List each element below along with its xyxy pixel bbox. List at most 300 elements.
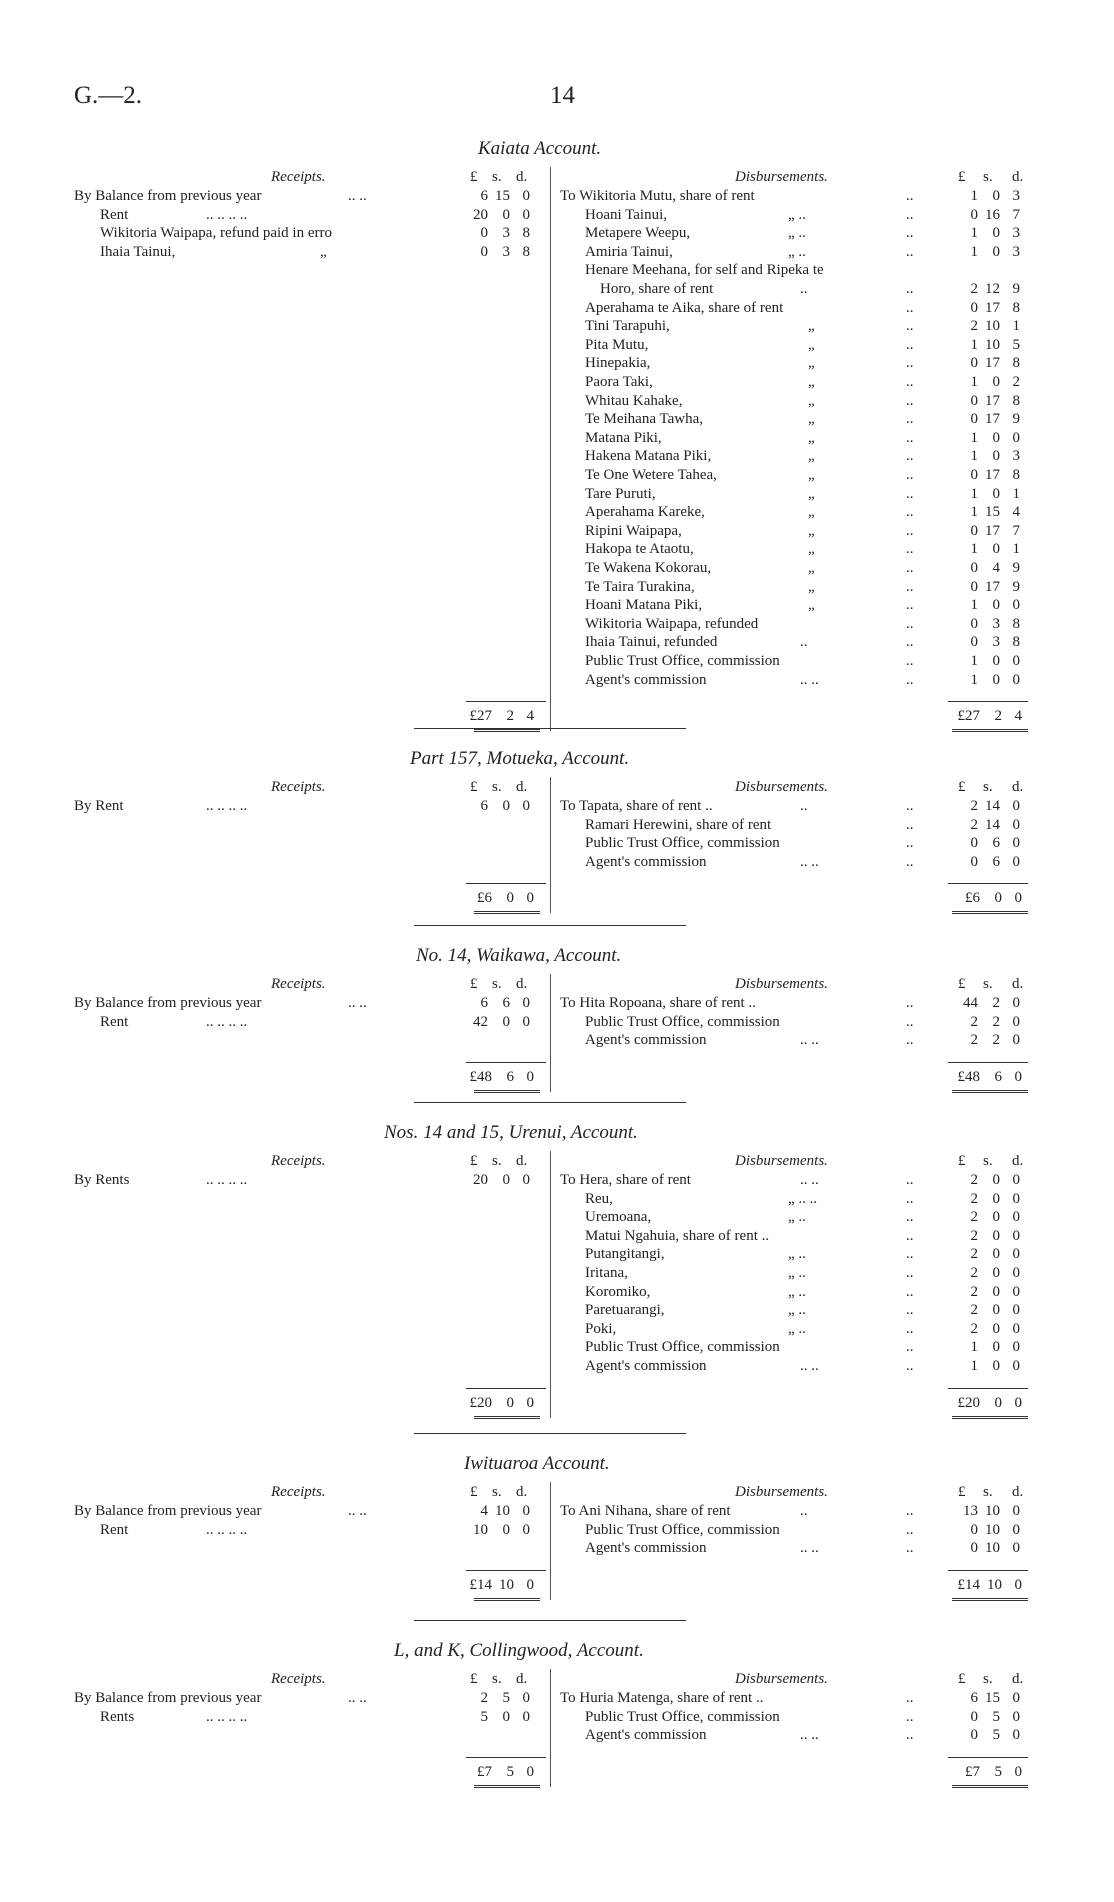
disbursement-amount-pounds: 2 — [970, 1013, 978, 1030]
disbursement-amount — [954, 1283, 1020, 1301]
ditto-mark: .. — [800, 798, 808, 814]
receipt-amount-shillings: 3 — [502, 225, 510, 242]
total-rule — [948, 701, 1028, 702]
disbursement-amount-shillings: 10 — [985, 1521, 1000, 1538]
disbursement-amount-shillings: 0 — [992, 1190, 1000, 1207]
leader-dots: .. — [906, 1358, 914, 1374]
disbursement-amount-shillings: 0 — [992, 1265, 1000, 1281]
disbursement-amount-shillings: 2 — [992, 995, 1000, 1011]
currency-heading-right: s. — [983, 779, 993, 795]
column-divider — [550, 1482, 551, 1600]
leader-dots: .. — [906, 392, 914, 409]
disbursement-amount-pounds: 2 — [970, 1190, 978, 1207]
currency-heading-left: £ — [470, 976, 478, 992]
ditto-mark: .. .. — [800, 1540, 819, 1557]
total-rule — [466, 883, 546, 884]
receipt-label: By Rents — [74, 1172, 130, 1188]
ditto-mark: „ — [808, 541, 815, 558]
disbursement-amount — [954, 1320, 1020, 1338]
disbursement-amount-pounds: 0 — [970, 1727, 978, 1744]
receipts-total-part: 4 — [526, 708, 534, 725]
receipt-amount-pence: 0 — [522, 995, 530, 1011]
receipt-amount-pounds: 42 — [473, 1013, 488, 1030]
disbursement-amount-shillings: 17 — [985, 467, 1000, 483]
receipt-amount-pence: 0 — [522, 798, 530, 814]
disbursement-amount-pounds: 0 — [970, 206, 978, 223]
disbursement-amount — [954, 797, 1020, 815]
disbursement-amount-pence: 7 — [1012, 206, 1020, 223]
receipt-label: Wikitoria Waipapa, refund paid in erro — [100, 225, 332, 242]
disbursement-amount-pounds: 1 — [970, 597, 978, 614]
disbursement-amount-shillings: 6 — [992, 835, 1000, 852]
leader-dots: .. .. .. .. — [206, 1172, 248, 1188]
receipts-total-part: £48 — [469, 1068, 492, 1085]
receipts-heading: Receipts. — [271, 1484, 326, 1500]
disbursement-amount-pence: 8 — [1012, 299, 1020, 316]
disbursement-amount-pence: 8 — [1012, 355, 1020, 372]
disbursement-label: Te One Wetere Tahea, — [585, 467, 717, 483]
ditto-mark: „ — [808, 355, 815, 372]
disbursement-amount-shillings: 14 — [985, 798, 1000, 814]
disbursement-label: Public Trust Office, commission — [585, 1339, 780, 1356]
disbursements-total-part: 2 — [994, 708, 1002, 725]
disbursement-amount-pounds: 44 — [963, 995, 978, 1011]
disbursement-amount-pounds: 1 — [970, 1339, 978, 1356]
receipt-amount-shillings: 0 — [502, 798, 510, 814]
ditto-mark: .. .. — [800, 853, 819, 870]
disbursement-amount — [954, 652, 1020, 670]
receipt-amount-pence: 0 — [522, 206, 530, 223]
disbursement-label: Hakena Matana Piki, — [585, 448, 712, 465]
disbursement-amount-shillings: 0 — [992, 188, 1000, 204]
disbursement-amount-pence: 3 — [1012, 243, 1020, 260]
disbursement-amount-pounds: 0 — [970, 615, 978, 632]
receipts-total-part: 5 — [506, 1763, 514, 1780]
disbursement-amount-shillings: 10 — [985, 318, 1000, 335]
currency-heading-left: £ — [470, 1671, 478, 1687]
leader-dots: .. — [906, 1690, 914, 1706]
receipt-label: By Balance from previous year — [74, 1503, 262, 1519]
disbursement-amount-pence: 0 — [1012, 1013, 1020, 1030]
receipt-amount-pence: 8 — [522, 225, 530, 242]
disbursement-amount-pounds: 2 — [970, 1302, 978, 1319]
receipts-total-part: 10 — [499, 1576, 514, 1593]
disbursement-amount-pounds: 2 — [970, 318, 978, 335]
currency-heading-left: d. — [516, 1153, 528, 1169]
disbursement-label: Uremoana, — [585, 1209, 652, 1226]
disbursement-amount — [954, 1227, 1020, 1245]
disbursement-amount — [954, 392, 1020, 410]
disbursement-amount-pence: 0 — [1012, 835, 1020, 852]
disbursement-amount-shillings: 0 — [992, 597, 1000, 614]
receipts-total — [460, 889, 534, 907]
disbursements-total — [946, 889, 1022, 907]
disbursement-amount-shillings: 0 — [992, 1227, 1000, 1244]
receipts-total-part: 0 — [526, 1394, 534, 1411]
disbursement-amount — [954, 1521, 1020, 1539]
currency-heading-left: s. — [492, 169, 502, 185]
receipt-amount-pounds: 10 — [473, 1521, 488, 1538]
disbursement-amount-shillings: 0 — [992, 1283, 1000, 1300]
ditto-mark: .. — [800, 634, 808, 651]
disbursement-label: Wikitoria Waipapa, refunded — [585, 615, 759, 632]
receipt-amount-pounds: 20 — [473, 206, 488, 223]
ditto-mark: „ — [808, 597, 815, 614]
leader-dots: .. — [906, 1013, 914, 1030]
disbursement-amount-shillings: 0 — [992, 1358, 1000, 1374]
disbursement-label: Public Trust Office, commission — [585, 1708, 780, 1725]
receipt-label: By Rent — [74, 798, 124, 814]
disbursement-amount-shillings: 17 — [985, 392, 1000, 409]
disbursement-label: Matana Piki, — [585, 429, 662, 446]
leader-dots: .. — [906, 816, 914, 833]
account-title: Iwituaroa Account. — [464, 1453, 610, 1474]
disbursement-label: Agent's commission — [585, 671, 707, 688]
leader-dots: .. — [906, 1209, 914, 1226]
disbursement-label: Putangitangi, — [585, 1246, 665, 1263]
disbursement-amount-pounds: 13 — [963, 1503, 978, 1519]
disbursement-label: Public Trust Office, commission — [585, 835, 780, 852]
column-divider — [550, 974, 551, 1092]
disbursement-amount-pence: 0 — [1012, 1172, 1020, 1188]
disbursement-label: Hoani Tainui, — [585, 206, 667, 223]
currency-heading-left: £ — [470, 1484, 478, 1500]
disbursements-total — [946, 1068, 1022, 1086]
receipts-total — [460, 1763, 534, 1781]
disbursement-label: Te Wakena Kokorau, — [585, 560, 712, 576]
account-title: Nos. 14 and 15, Urenui, Account. — [384, 1122, 638, 1143]
leader-dots: .. — [906, 798, 914, 814]
disbursement-amount-pounds: 2 — [970, 1032, 978, 1049]
currency-heading-right: £ — [958, 1484, 966, 1500]
currency-heading-left: £ — [470, 1153, 478, 1169]
disbursement-amount-pence: 9 — [1012, 411, 1020, 428]
disbursement-amount-pounds: 0 — [970, 634, 978, 651]
page-code: G.—2. — [74, 82, 143, 109]
disbursement-label: To Wikitoria Mutu, share of rent — [560, 188, 755, 204]
leader-dots: .. — [906, 448, 914, 465]
leader-dots: .. — [906, 615, 914, 632]
currency-heading-right: d. — [1012, 976, 1024, 992]
leader-dots: .. — [906, 225, 914, 242]
page-number: 14 — [550, 82, 575, 109]
receipt-amount-pounds: 6 — [480, 188, 488, 204]
disbursement-amount-pence: 0 — [1012, 1246, 1020, 1263]
disbursement-amount-shillings: 0 — [992, 448, 1000, 465]
disbursement-label: Koromiko, — [585, 1283, 651, 1300]
receipts-heading: Receipts. — [271, 976, 326, 992]
disbursement-label: To Hita Ropoana, share of rent .. — [560, 995, 756, 1011]
receipts-total-part: 0 — [526, 1068, 534, 1085]
disbursements-total-part: 0 — [1014, 1394, 1022, 1411]
disbursement-amount-pence: 8 — [1012, 467, 1020, 483]
disbursement-amount-shillings: 0 — [992, 671, 1000, 688]
disbursements-heading: Disbursements. — [735, 1484, 828, 1500]
leader-dots: „ — [320, 243, 327, 260]
disbursement-amount-pence: 0 — [1012, 1283, 1020, 1300]
total-double-rule — [474, 729, 540, 732]
currency-heading-right: d. — [1012, 1671, 1024, 1687]
total-double-rule — [474, 1598, 540, 1601]
disbursements-heading: Disbursements. — [735, 779, 828, 795]
ditto-mark: „ — [808, 522, 815, 539]
disbursement-label: Hoani Matana Piki, — [585, 597, 703, 614]
leader-dots: .. — [906, 853, 914, 870]
leader-dots: .. — [906, 1320, 914, 1337]
receipt-amount-pence: 0 — [522, 1013, 530, 1030]
disbursements-total-part: £7 — [965, 1763, 980, 1780]
leader-dots: .. — [906, 1727, 914, 1744]
section-separator — [414, 728, 686, 729]
disbursement-amount — [954, 187, 1020, 205]
disbursement-amount-pence: 0 — [1012, 1503, 1020, 1519]
disbursement-amount-shillings: 0 — [992, 485, 1000, 502]
currency-heading-right: £ — [958, 1153, 966, 1169]
disbursements-total-part: 0 — [994, 890, 1002, 907]
disbursement-amount-shillings: 0 — [992, 1209, 1000, 1226]
leader-dots: .. — [906, 411, 914, 428]
disbursements-heading: Disbursements. — [735, 1671, 828, 1687]
disbursement-amount-pounds: 0 — [970, 835, 978, 852]
receipt-amount — [464, 1502, 530, 1520]
receipt-amount-shillings: 0 — [502, 1172, 510, 1188]
receipts-total-part: 6 — [506, 1068, 514, 1085]
disbursement-amount-pence: 0 — [1012, 995, 1020, 1011]
disbursement-amount — [954, 336, 1020, 354]
currency-heading-right: £ — [958, 169, 966, 185]
disbursement-amount-pence: 0 — [1012, 853, 1020, 870]
leader-dots: .. .. — [348, 995, 367, 1011]
disbursement-amount — [954, 429, 1020, 447]
receipt-amount-pence: 8 — [522, 243, 530, 260]
account-title: Part 157, Motueka, Account. — [410, 748, 630, 769]
receipt-amount-pounds: 0 — [480, 243, 488, 260]
disbursement-amount-shillings: 17 — [985, 299, 1000, 316]
disbursements-total-part: 4 — [1014, 708, 1022, 725]
receipt-amount-pounds: 4 — [480, 1503, 488, 1519]
disbursement-amount — [954, 1689, 1020, 1707]
leader-dots: .. — [906, 995, 914, 1011]
receipt-amount-pounds: 0 — [480, 225, 488, 242]
disbursement-amount-shillings: 0 — [992, 243, 1000, 260]
ditto-mark: „ — [808, 336, 815, 353]
disbursement-amount — [954, 1338, 1020, 1356]
currency-heading-left: s. — [492, 1671, 502, 1687]
total-rule — [948, 1062, 1028, 1063]
disbursement-amount — [954, 578, 1020, 596]
currency-heading-left: s. — [492, 976, 502, 992]
leader-dots: .. — [906, 336, 914, 353]
disbursement-amount-shillings: 6 — [992, 853, 1000, 870]
disbursement-amount-pence: 0 — [1012, 1708, 1020, 1725]
ditto-mark: „ — [808, 485, 815, 502]
disbursement-amount-pence: 4 — [1012, 504, 1020, 521]
disbursement-amount-pounds: 1 — [970, 188, 978, 204]
disbursements-heading: Disbursements. — [735, 1153, 828, 1169]
receipt-amount-pence: 0 — [522, 1521, 530, 1538]
disbursement-amount-pounds: 0 — [970, 355, 978, 372]
receipts-total-part: 0 — [526, 1763, 534, 1780]
leader-dots: .. .. .. .. — [206, 206, 248, 223]
leader-dots: .. — [906, 653, 914, 669]
ditto-mark: „ — [808, 578, 815, 595]
disbursement-amount-shillings: 5 — [992, 1708, 1000, 1725]
disbursement-amount-pounds: 1 — [970, 225, 978, 242]
currency-heading-left: d. — [516, 169, 528, 185]
leader-dots: .. — [906, 1521, 914, 1538]
ditto-mark: „ .. .. — [788, 1190, 818, 1207]
disbursement-amount-pence: 0 — [1012, 1727, 1020, 1744]
disbursement-amount-pence: 0 — [1012, 1209, 1020, 1226]
total-double-rule — [952, 1090, 1028, 1093]
receipts-total-part: £6 — [477, 890, 492, 907]
disbursement-label: Henare Meehana, for self and Ripeka te — [585, 262, 824, 279]
disbursement-label: Iritana, — [585, 1265, 628, 1281]
disbursement-amount-shillings: 2 — [992, 1032, 1000, 1049]
disbursement-amount-pounds: 1 — [970, 374, 978, 390]
receipt-amount — [464, 206, 530, 224]
leader-dots: .. .. — [348, 1690, 367, 1706]
receipt-amount-shillings: 15 — [495, 188, 510, 204]
disbursement-amount — [954, 466, 1020, 484]
disbursement-label: Agent's commission — [585, 853, 707, 870]
leader-dots: .. .. .. .. — [206, 798, 248, 814]
disbursement-label: Paretuarangi, — [585, 1302, 665, 1319]
leader-dots: .. — [906, 1302, 914, 1319]
leader-dots: .. — [906, 671, 914, 688]
disbursement-amount-shillings: 17 — [985, 411, 1000, 428]
receipt-amount-shillings: 3 — [502, 243, 510, 260]
disbursement-amount-shillings: 10 — [985, 336, 1000, 353]
disbursement-amount-pence: 8 — [1012, 615, 1020, 632]
disbursement-amount-pounds: 2 — [970, 1172, 978, 1188]
disbursement-amount-shillings: 0 — [992, 374, 1000, 390]
disbursement-amount — [954, 1031, 1020, 1049]
disbursement-amount-shillings: 3 — [992, 634, 1000, 651]
disbursement-amount-shillings: 14 — [985, 816, 1000, 833]
total-double-rule — [474, 911, 540, 914]
receipt-amount-pence: 0 — [522, 1708, 530, 1725]
disbursement-amount-pence: 0 — [1012, 1339, 1020, 1356]
disbursement-amount — [954, 503, 1020, 521]
disbursements-total — [946, 707, 1022, 725]
disbursement-amount-shillings: 3 — [992, 615, 1000, 632]
disbursement-amount-shillings: 0 — [992, 1339, 1000, 1356]
disbursement-label: Ramari Herewini, share of rent — [585, 816, 772, 833]
ditto-mark: „ — [808, 429, 815, 446]
ditto-mark: „ — [808, 374, 815, 390]
disbursement-amount — [954, 280, 1020, 298]
disbursement-label: Metapere Weepu, — [585, 225, 691, 242]
ditto-mark: „ .. — [788, 1283, 806, 1300]
ditto-mark: „ .. — [788, 225, 806, 242]
leader-dots: .. — [906, 355, 914, 372]
disbursement-label: Public Trust Office, commission — [585, 653, 780, 669]
disbursement-amount-pence: 5 — [1012, 336, 1020, 353]
column-divider — [550, 1669, 551, 1787]
account-title: Kaiata Account. — [478, 138, 602, 159]
disbursement-amount — [954, 317, 1020, 335]
disbursements-heading: Disbursements. — [735, 169, 828, 185]
leader-dots: .. — [906, 485, 914, 502]
receipts-total-part: 0 — [506, 890, 514, 907]
disbursement-label: Hakopa te Ataotu, — [585, 541, 694, 558]
disbursement-amount-shillings: 17 — [985, 522, 1000, 539]
ditto-mark: „ — [808, 448, 815, 465]
receipt-amount-shillings: 0 — [502, 206, 510, 223]
disbursement-label: Public Trust Office, commission — [585, 1013, 780, 1030]
ditto-mark: .. — [800, 1503, 808, 1519]
receipt-amount-pounds: 6 — [480, 798, 488, 814]
disbursement-amount-pence: 1 — [1012, 485, 1020, 502]
total-rule — [466, 1062, 546, 1063]
disbursements-heading: Disbursements. — [735, 976, 828, 992]
leader-dots: .. — [906, 1032, 914, 1049]
disbursement-amount — [954, 1208, 1020, 1226]
disbursement-amount — [954, 485, 1020, 503]
disbursement-amount-pence: 9 — [1012, 281, 1020, 297]
receipt-amount — [464, 1171, 530, 1189]
ditto-mark: „ — [808, 504, 815, 521]
receipts-total-part: £7 — [477, 1763, 492, 1780]
disbursement-amount-pounds: 2 — [970, 816, 978, 833]
ditto-mark: .. .. — [800, 671, 819, 688]
ditto-mark: „ — [808, 560, 815, 576]
leader-dots: .. — [906, 1246, 914, 1263]
disbursement-amount-shillings: 15 — [985, 504, 1000, 521]
disbursements-total-part: 0 — [1014, 1068, 1022, 1085]
total-rule — [466, 1388, 546, 1389]
currency-heading-right: d. — [1012, 1484, 1024, 1500]
receipt-amount-shillings: 10 — [495, 1503, 510, 1519]
total-rule — [948, 1570, 1028, 1571]
receipt-amount — [464, 994, 530, 1012]
currency-heading-right: s. — [983, 1671, 993, 1687]
ditto-mark: .. — [800, 281, 808, 297]
disbursement-amount-pence: 7 — [1012, 522, 1020, 539]
leader-dots: .. — [906, 1540, 914, 1557]
leader-dots: .. — [906, 578, 914, 595]
receipts-total-part: 0 — [526, 1576, 534, 1593]
disbursement-amount — [954, 373, 1020, 391]
receipts-total-part: 0 — [506, 1394, 514, 1411]
disbursement-amount-pence: 3 — [1012, 448, 1020, 465]
disbursement-amount — [954, 1502, 1020, 1520]
receipt-amount-pence: 0 — [522, 1503, 530, 1519]
disbursement-amount — [954, 224, 1020, 242]
disbursement-amount-pounds: 1 — [970, 541, 978, 558]
disbursement-amount-shillings: 12 — [985, 281, 1000, 297]
disbursement-amount-pounds: 0 — [970, 578, 978, 595]
disbursements-total-part: £6 — [965, 890, 980, 907]
disbursement-amount-shillings: 4 — [992, 560, 1000, 576]
disbursement-label: Agent's commission — [585, 1540, 707, 1557]
receipt-label: Rent — [100, 206, 129, 223]
receipts-heading: Receipts. — [271, 1153, 326, 1169]
disbursement-amount — [954, 1301, 1020, 1319]
receipts-total — [460, 1394, 534, 1412]
disbursement-amount-pence: 0 — [1012, 1690, 1020, 1706]
total-rule — [466, 1570, 546, 1571]
leader-dots: .. — [906, 597, 914, 614]
ditto-mark: „ — [808, 467, 815, 483]
currency-heading-right: d. — [1012, 1153, 1024, 1169]
receipts-heading: Receipts. — [271, 779, 326, 795]
receipt-label: Rents — [100, 1708, 135, 1725]
leader-dots: .. — [906, 429, 914, 446]
ditto-mark: „ .. — [788, 1265, 806, 1281]
total-rule — [948, 1388, 1028, 1389]
